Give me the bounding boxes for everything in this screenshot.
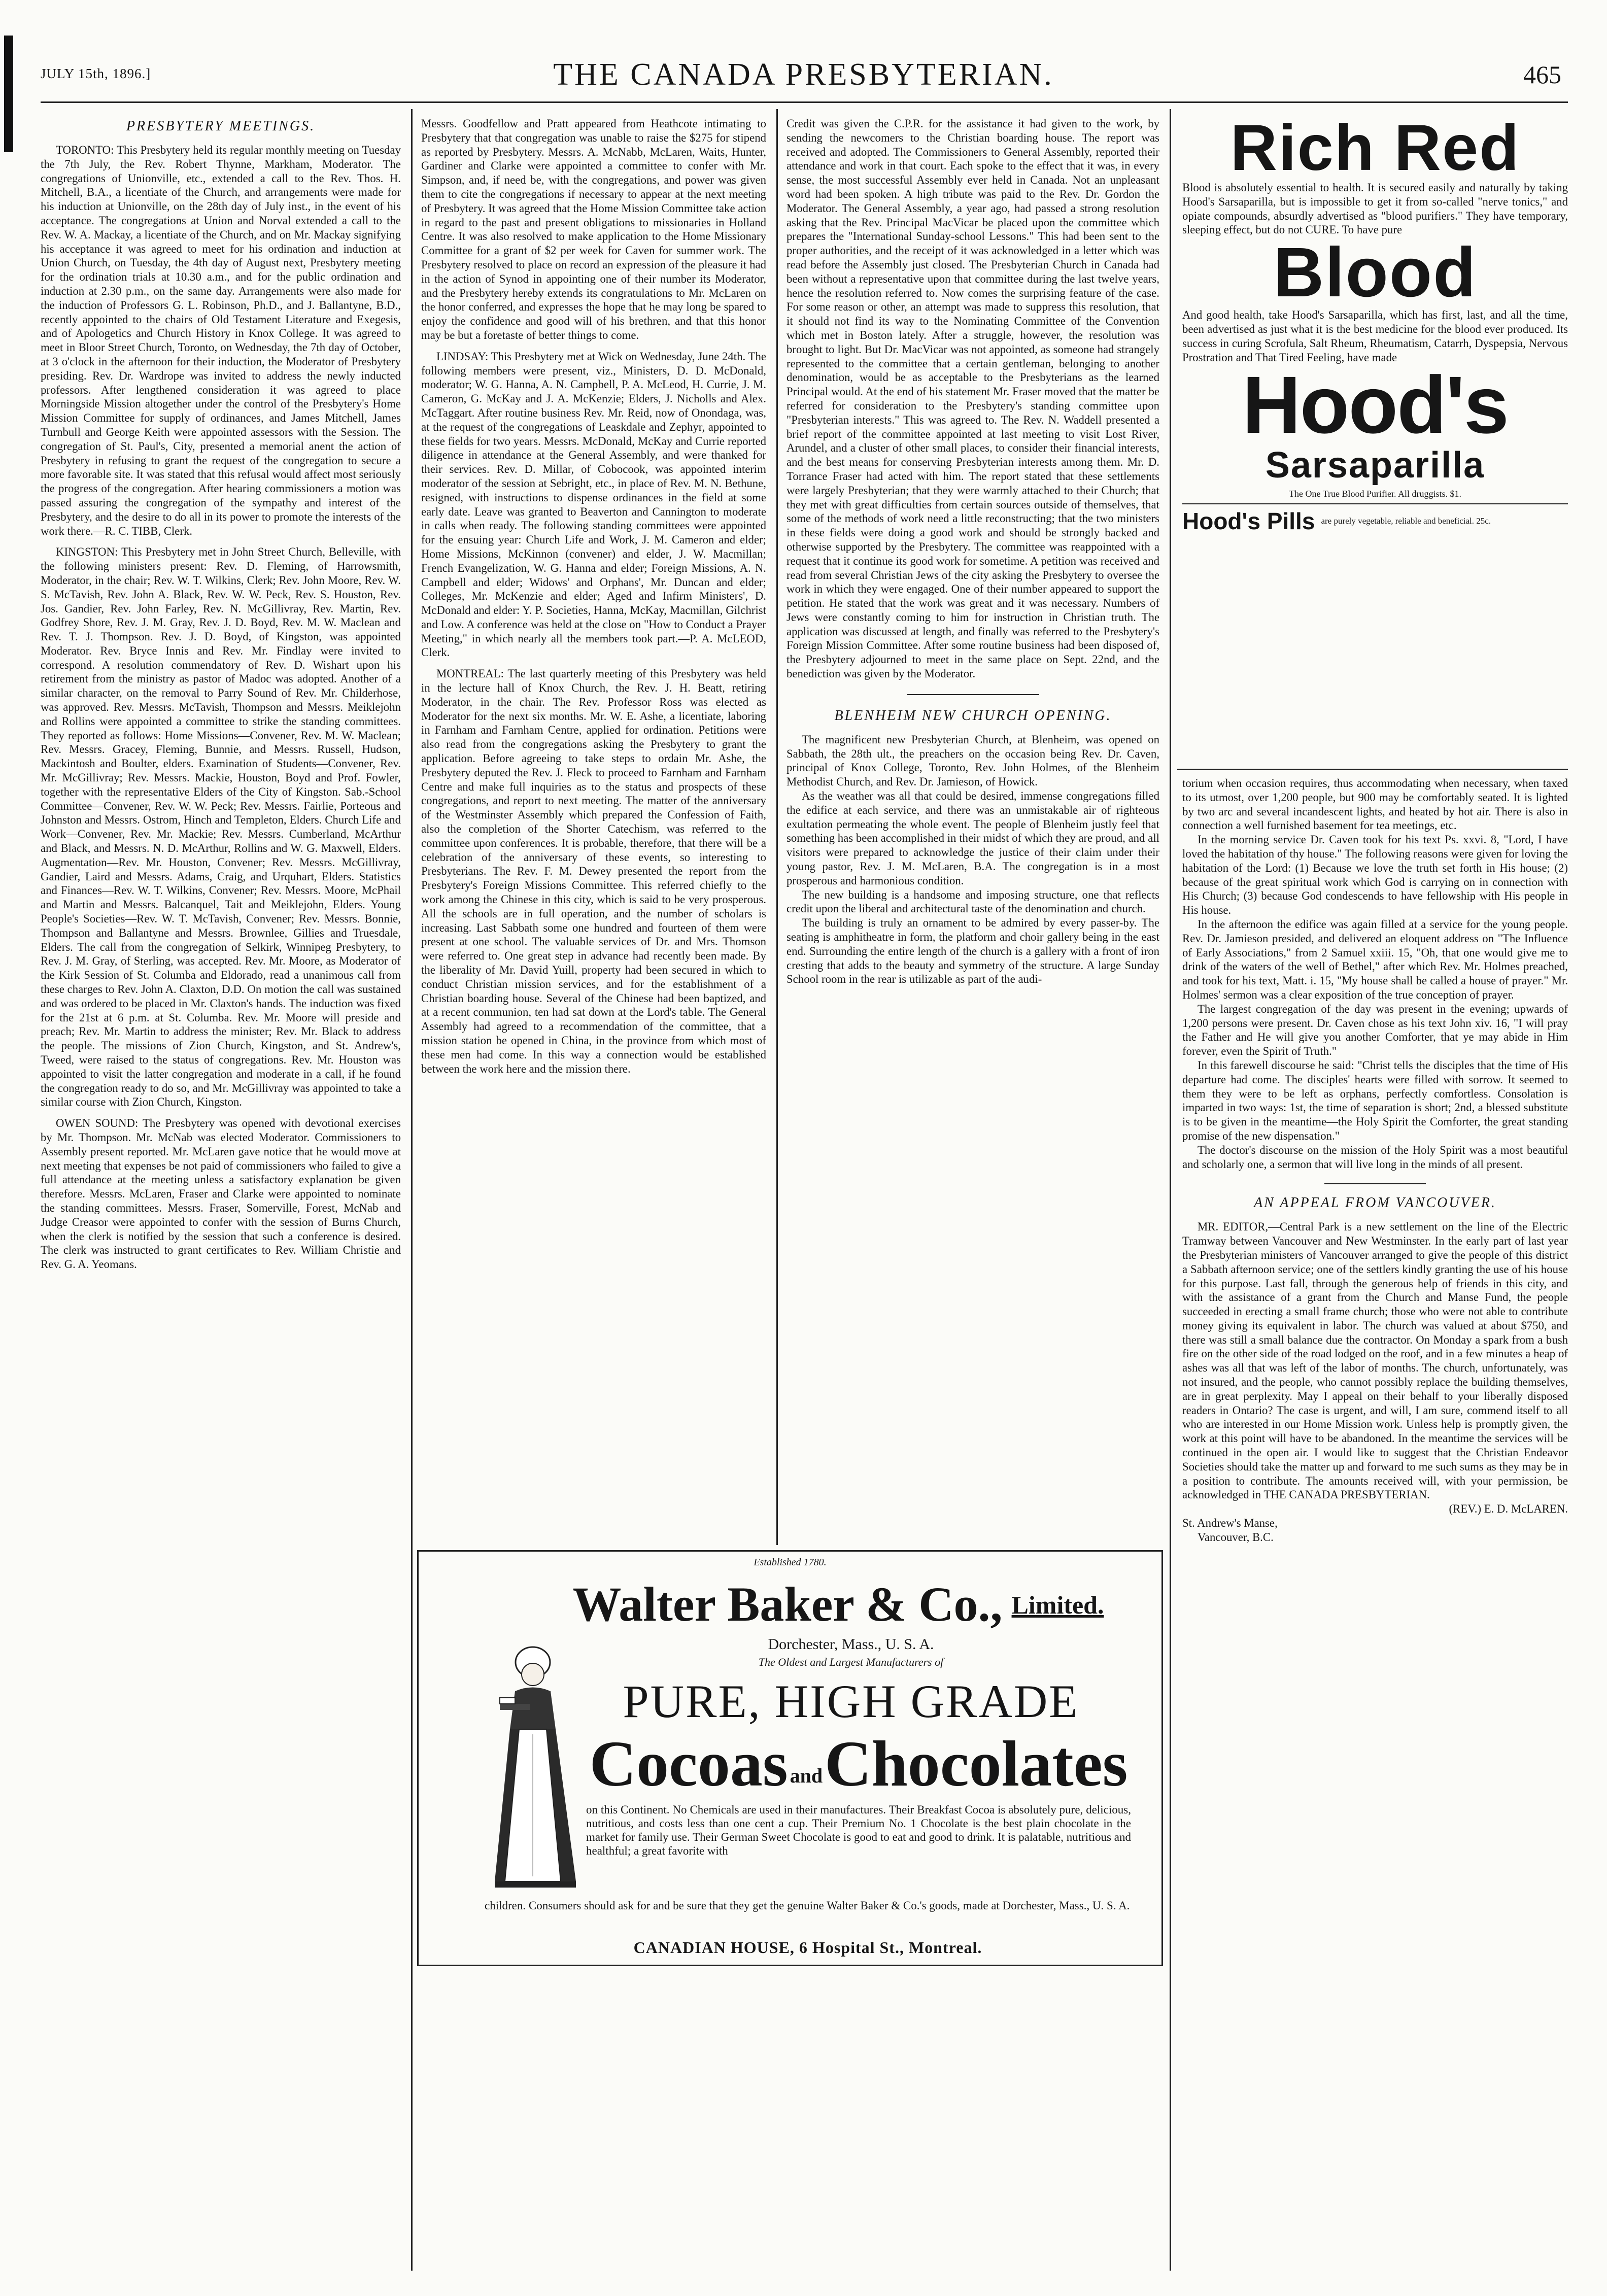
evening-service: The largest congregation of the day was present in the evening; upwards of 1,200 persons were present. Dr. Caven chose as his text John xiv. 16, "I will pray the Father and He will give you another Comforter, that ye may abide in Him forever, even the Spirit of Truth." bbox=[1182, 1002, 1568, 1058]
report-owen-sound: OWEN SOUND: The Presbytery was opened with devotional exercises by Mr. Thompson. Mr. McNab was elected Moderator. Commissioners to Assembly present reported. Mr. McLaren gave notice that he would move at next meeting that expenses be not paid of commissioners who failed to give a full attendance at the meeting unless a satisfactory explanation be given therefore. Messrs. McLaren, Fraser and Clarke were appointed to nominate the standing committees. Messrs. Fraser, Somerville, Forest, McNab and Judge Creasor were appointed to confer with the session of Burns Church, when the clerk is notified by the session that such a conference is desired. The clerk was instructed to grant certificates to Rev. William Christie and Rev. G. A. Yeomans. bbox=[41, 1117, 401, 1271]
blenheim-para-3: The new building is a handsome and imposing structure, one that reflects credit upon the liberal and architectural taste of the denomination and church. bbox=[787, 888, 1159, 915]
report-montreal-cont: Credit was given the C.P.R. for the assistance it had given to the work, by sending the newcomers to the Christian boarding house. The report was received and adopted. The Commissioners to General Assembly, reported their attendance and work in that court. Each spoke to the effect that it was, in every sense, the most successful Assembly ever held in Canada. Not an unpleasant word had been spoken. A high tribute was paid to the Rev. Dr. Gordon the Moderator. The General Assembly, a year ago, had passed a strong resolution asking that the Rev. Principal MacVicar be placed upon the committee which prepares the "International Sunday-school Lessons." This had been sent to the proper authorities, and the receipt of it was acknowledged in a letter which was read before the Assembly just closed. The Presbyterian Church in Canada had been without a representative upon that committee during the last twelve years, hence the resolution referred to. Now comes the surprising feature of the case. For some reason or other, an attempt was made to suppress this resolution, that it should not find its way to the Nominating Committee of the Convention which met in Boston lately. After a struggle, however, the resolution was brought to light. But Dr. MacVicar was not appointed, as someone had strangely represented to the committee that a certain gentleman, belonging to another denomination, would be as acceptable to the Presbyterians as the learned Principal would. At the end of his statement Mr. Fraser moved that the matter be referred for consideration to the Presbytery's standing committee upon "Presbyterian interests." This was agreed to. The Rev. N. Waddell presented a brief report of the committee appointed at last meeting to visit Lost River, Arundel, and a cluster of other small places, to consider their financial interests, and the best means for conserving Presbyterian interests among them. Mr. D. Torrance Fraser had acted with him. The report stated that these settlements were largely Presbyterian; that they were warmly attached to their Church; that they met with great difficulties from certain sources outside of themselves, that some of the methods of work need a little reconstructing; that the two ministers in these fields were doing a good work and should be strongly backed and otherwise supported by the Presbytery. The committee was reappointed with a request that it continue its good work for sometime. A petition was received and read from several Christian Jews of the city asking the Presbytery to oversee the work in which they were engaged. One of their number appeared to support the petition. He stated that the work was great and it was necessary. Numbers of Jews were constantly coming to him for instruction in Christian truth. The application was discussed at length, and finally was referred to the Presbytery's Foreign Mission Committee. After some routine business had been disposed of, the Presbytery adjourned to meet in the same place on Sept. 22nd, and the benediction was given by the Moderator. bbox=[787, 117, 1159, 680]
blenheim-para-1: The magnificent new Presbyterian Church, at Blenheim, was opened on Sabbath, the 28th ult., the preachers on the occasion being Rev. Dr. Caven, principal of Knox College, Toronto, Rev. John Holmes, of the Blenheim Methodist Church, and Rev. Dr. Jamieson, of Howick. bbox=[787, 733, 1159, 789]
hoods-pills-name: Hood's Pills bbox=[1182, 508, 1315, 535]
issue-date: JULY 15th, 1896.] bbox=[41, 66, 151, 81]
vancouver-appeal: MR. EDITOR,—Central Park is a new settlement on the line of the Electric Tramway between Vancouver and New Westminster. In the early part of last year the Presbyterian ministers of Vancouver arranged to give the people of this district a Sabbath afternoon service; one of the settlers kindly granting the use of his house for this purpose. Last fall, through the generous help of friends in this city, and with the assistance of a grant from the Church and Manse Fund, the people succeeded in erecting a small frame church; those who were not able to contribute money giving its equivalent in labor. The church was valued at about $750, and there was still a small balance due the contractor. On Monday a spark from a bush fire on the other side of the road lodged on the roof, and in a few minutes a heap of ashes was all that was left of the labor of months. The church, unfortunately, was not insured, and the people, who cannot possibly replace the building themselves, are in great perplexity. May I appeal on their behalf to your liberally disposed readers in Ontario? The case is urgent, and will, I am sure, commend itself to all who are interested in our Home Mission work. Unless help is promptly given, the work at this point will have to be abandoned. In the meantime the services will be continued in the open air. I would like to suggest that the Christian Endeavor Societies should take the matter up and forward to me such sums as they may be in a position to contribute. The amounts received will, with your permission, be acknowledged in THE CANADA PRESBYTERIAN. bbox=[1182, 1220, 1568, 1501]
section-heading-blenheim: BLENHEIM NEW CHURCH OPENING. bbox=[834, 707, 1112, 724]
report-owen-sound-cont: Messrs. Goodfellow and Pratt appeared from Heathcote intimating to Presbytery that that congregation was unable to raise the $275 for stipend as reported by Presbytery. Messrs. A. McNabb, McLaren, Waits, Hunter, Gardiner and Clarke were appointed a committee to confer with Mr. Simpson, and, if need be, with the congregations, and power was given them to cite the congregations if necessary to appear at the next meeting of Presbytery. It was agreed that the Home Mission Committee take action in regard to the past and present obligations to missionaries in Holland Centre. It was also resolved to make application to the Home Missionary Committee for a grant of $2 per week for Caven for summer work. The Presbytery resolved to place on record an expression of the pleasure it had in the action of Synod in appointing one of their number its Moderator, and the Presbytery hereby extends its congratulations to Mr. McLaren on the honor conferred, and expresses the hope that he may long be spared to enjoy the confidence and good will of his brethren, and that this honor may be but a foretaste of better things to come. bbox=[421, 117, 766, 341]
hoods-sarsaparilla-advertisement bbox=[1182, 116, 1568, 768]
column-divider bbox=[1170, 109, 1171, 2271]
article-separator bbox=[907, 694, 1039, 695]
firm-name: Walter Baker & Co., Limited. bbox=[572, 1577, 1104, 1631]
section-heading-vancouver: AN APPEAL FROM VANCOUVER. bbox=[1254, 1195, 1496, 1211]
column-2 bbox=[421, 117, 766, 1543]
walter-baker-advertisement bbox=[417, 1550, 1163, 1966]
blood-headline: Blood bbox=[1273, 233, 1477, 312]
page-number: 465 bbox=[1523, 60, 1561, 89]
pure-high-grade-line: PURE, HIGH GRADE bbox=[623, 1675, 1079, 1727]
established-line: Established 1780. bbox=[754, 1557, 827, 1568]
header-rule bbox=[41, 101, 1568, 103]
report-lindsay: LINDSAY: This Presbytery met at Wick on Wednesday, June 24th. The following members were present, viz., Ministers, D. D. McDonald, moderator; W. G. Hanna, A. N. Campbell, P. A. McLeod, H. Currie, J. M. Cameron, G. McKay and J. A. McKenzie; Elders, J. Nicholls and Alex. McTaggart. After routine business Rev. Mr. Reid, now of Onondaga, was, at the request of the congregations of Leaskdale and Zephyr, appointed to these fields for two years. Messrs. McDonald, McKay and Currie reported diligence in attendance at the General Assembly, and were thanked for their services. Rev. D. Millar, of Cobocook, was appointed interim moderator of the session at Sebright, etc., in place of Rev. M. N. Bethune, resigned, with instructions to dispense ordinances in the field at some early date. Leave was granted to Beaverton and Cannington to moderate in calls when ready. The following standing committees were appointed for the ensuing year: Church Life and Work, J. M. Cameron and elder; Home Missions, McKinnon (convener) and elder, J. W. Macmillan; French Evangelization, W. G. Hanna and elder; Foreign Missions, A. N. Campbell and elder; Widows' and Orphans', Mr. Duncan and elder; Colleges, Mr. McKenzie and elder; Aged and Infirm Ministers', D. McDonald and elder: Y. P. Societies, Hanna, McKay, Macmillan, Gilchrist and Low. A conference was held at the close on "How to Conduct a Prayer Meeting," in which nearly all the members took part.—P. A. McLEOD, Clerk. bbox=[421, 350, 766, 659]
column-divider bbox=[776, 109, 778, 1545]
hoods-pills-line bbox=[1182, 503, 1568, 535]
blenheim-para-4: The building is truly an ornament to be admired by every passer-by. The seating is amphitheatre in form, the platform and choir gallery being in the east end. Surrounding the entire length of the church is a gallery with a front of iron cresting that adds to the beauty and symmetry of the structure. A large Sunday School room in the rear is utilizable as part of the audi- bbox=[787, 916, 1159, 986]
report-kingston: KINGSTON: This Presbytery met in John Street Church, Belleville, with the following ministers present: Rev. D. Fleming, of Harrowsmith, Moderator, in the chair; Rev. W. T. Wilkins, Clerk; Rev. John Moore, Rev. W. S. McTavish, Rev. John A. Black, Rev. W. W. Peck, Rev. S. Houston, Rev. Jos. Gandier, Rev. John Farley, Rev. N. McGillivray, Rev. Martin, Rev. Godfrey Shore, Rev. J. M. Gray, Rev. J. D. Boyd, Rev. M. W. Maclean and Rev. T. J. Thompson. Rev. J. D. Boyd, of Kingston, was appointed Moderator. Rev. Bryce Innis and Rev. Mr. Findlay were invited to correspond. A resolution commendatory of Rev. D. Wishart upon his retirement from the ministry as pastor of Madoc was adopted. Another of a similar character, on the removal to Parry Sound of Rev. Mr. Childerhose, was approved. Rev. Messrs. McTavish, Thompson and Messrs. Meiklejohn and Rollins were appointed a committee to strike the standing committees. They reported as follows: Home Missions—Convener, Rev. M. W. Maclean; Rev. Messrs. Gracey, Fleming, Bunnie, and Messrs. Russell, Hudson, Mackintosh and Boulter, elders. Examination of Students—Convener, Rev. Mr. McGillivray; Rev. Messrs. Mackie, Houston, Boyd and Prof. Fowler, together with the representative Elders of the City of Kingston. Sab.-School Committee—Convener, Rev. W. W. Peck; Rev. Messrs. Fairlie, Porteous and Johnston and Messrs. Ostrom, Hinch and Templeton, Elders. Church Life and Work—Convener, Rev. Mr. Mackie; Rev. Messrs. Cumberland, McArthur and Black, and Messrs. N. D. McArthur, Rollins and W. G. Maxwell, Elders. Augmentation—Rev. Mr. Houston, Convener; Rev. Messrs. McGillivray, Gandier, Laird and Messrs. Adams, Craig, and Urquhart, Elders. Statistics and Finances—Rev. W. T. Wilkins, Convener; Rev. Messrs. Moore, McPhail and Martin and Messrs. Balcanquel, Tait and Meiklejohn, Elders. Young People's Societies—Rev. W. T. McTavish, Convener; Rev. Messrs. Bonnie, Thompson and Ballantyne and Messrs. Brownlee, Gillies and Truesdale, Elders. The call from the congregation of Selkirk, Winnipeg Presbytery, to Rev. J. M. Gray, of Sterling, was accepted. Rev. Mr. Moore, as Moderator of the Kirk Session of St. Columba and Eldorado, read a unanimous call from these charges to Rev. John A. Claxton, D.D. On motion the call was sustained and was ordered to be placed in Mr. Claxton's hands. The induction was fixed for the 21st at 6 p.m. at St. Columba. Rev. Mr. Moore will preside and preach; Rev. Mr. Martin to address the minister; Rev. Mr. Black to address the people. The missions of Zion Church, Kingston, and St. Andrew's, Tweed, were raised to the status of congregations. Rev. Mr. Houston was appointed to visit the latter congregation and moderate in a call, if he found the congregation ready to do so, and Mr. McGillivray was appointed to take a similar course with Zion Church, Kingston. bbox=[41, 545, 401, 1109]
newspaper-title: THE CANADA PRESBYTERIAN. bbox=[553, 57, 1054, 92]
cocoas-chocolates-line: Cocoas andChocolates bbox=[589, 1728, 1128, 1800]
holy-spirit-discourse: The doctor's discourse on the mission of the Holy Spirit was a most beautiful and scholarly one, a sermon that will live long in the minds of all present. bbox=[1182, 1143, 1568, 1171]
hoods-text-1: Blood is absolutely essential to health. It is secured easily and naturally by taking Hood's Sarsaparilla, but is impossible to get it from so-called "nerve tonics," and opiate compounds, absurdly advertised as "blood purifiers." They have temporary, sleeping effect, but do not CURE. To have pure bbox=[1182, 181, 1568, 236]
hoods-brand: Hood's bbox=[1242, 359, 1508, 451]
signature-name: (REV.) E. D. McLAREN. bbox=[1449, 1502, 1568, 1516]
signature-place: Vancouver, B.C. bbox=[1198, 1530, 1274, 1544]
firm-location: Dorchester, Mass., U. S. A. bbox=[768, 1636, 934, 1653]
hoods-pills-text: are purely vegetable, reliable and beneficial. 25c. bbox=[1321, 516, 1491, 526]
column-divider bbox=[411, 109, 413, 2271]
column-presbytery-meetings bbox=[41, 117, 401, 2278]
column-4 bbox=[1182, 776, 1568, 2273]
blenheim-cont: torium when occasion requires, thus accommodating when necessary, when taxed to its utmost, over 1,200 people, but 900 may be comfortably seated. It is lighted by two arc and several incandescent lights, and heated by hot air. There is also in connection a well furnished basement for tea meetings, etc. bbox=[1182, 777, 1568, 832]
manufacturer-line: The Oldest and Largest Manufacturers of bbox=[758, 1656, 944, 1668]
report-montreal: MONTREAL: The last quarterly meeting of this Presbytery was held in the lecture hall of Knox Church, the Rev. J. H. Beatt, retiring Moderator, in the chair. The Rev. Professor Ross was elected as Moderator for the next six months. Mr. W. E. Ashe, a licentiate, laboring in Farnham and Farnham Centre, applied for ordination. Petitions were also read from the congregations asking the Presbytery to grant the application. Before agreeing to take steps to ordain Mr. Ashe, the Presbytery deputed the Rev. J. Fleck to proceed to Farnham and Farnham Centre and make full inquiries as to the status and prospects of these congregations, and report to next meeting. The matter of the anniversary of the Westminster Assembly which prepared the Confession of Faith, also the completion of the Shorter Catechism, was referred to the committee upon conferences. It is probable, therefore, that there will be a celebration of the anniversary of these events, so interesting to Presbyterians. The Rev. F. M. Dewey presented the report from the Presbytery's Foreign Missions Committee. This referred chiefly to the work among the Chinese in this city, which is said to be very prosperous. All the schools are in full operation, and the number of scholars is increasing. Last Sabbath some one hundred and fourteen of them were present at one school. The valuable services of Dr. and Mrs. Thomson were referred to. One great step in advance had recently been made. By the liberality of Mr. David Yuill, property had been secured in which to conduct Christian mission services, and for the establishment of a Christian boarding house. Several of the Chinese had been baptized, and at a recent communion, ten had sat down at the Lord's table. The General Assembly had agreed to a recommendation of the committee, that a mission station be opened in China, in the province from which most of these men had come. In this way a connection would be established between the work here and the mission there. bbox=[421, 667, 766, 1075]
morning-service: In the morning service Dr. Caven took for his text Ps. xxvi. 8, "Lord, I have loved the habitation of thy house." The following reasons were given for loving the habitation of the Lord: (1) Because we love the truth set forth in His house; (2) because of the great spiritual work which God is carrying on in connection with His Church; (3) because God condescends to have fellowship with His people in His house. bbox=[1182, 833, 1568, 917]
canadian-house-address: CANADIAN HOUSE, 6 Hospital St., Montreal. bbox=[633, 1938, 982, 1957]
blenheim-para-2: As the weather was all that could be desired, immense congregations filled the edifice at each service, and there was an unmistakable air of righteous exultation permeating the whole event. The people of Blenheim justly feel that something has been accomplished in their midst of which they are proud, and all visitors were prepared to acknowledge the justice of their claim under their young pastor, Rev. J. M. McLaren, B.A. The congregation is in a most prosperous and harmonious condition. bbox=[787, 790, 1159, 887]
farewell-discourse: In this farewell discourse he said: "Christ tells the disciples that the time of His departure had come. The disciples' hearts were filled with sorrow. It seemed to them they were to be left as orphans, perfectly comfortless. Consolation is imparted in two ways: 1st, the time of separation is short; 2nd, a blessed substitute is to be given in the meantime—the Holy Spirit the Comforter, the great standing promise of the new dispensation." bbox=[1182, 1058, 1568, 1142]
chocolate-girl-illustration bbox=[480, 1643, 581, 1897]
ad-body-text: on this Continent. No Chemicals are used in their manufactures. Their Breakfast Cocoa is absolutely pure, delicious, nutritious, and costs less than one cent a cup. Their Premium No. 1 Chocolate is the best plain chocolate in the market for family use. Their German Sweet Chocolate is good to eat and good to drink. It is palatable, nutritious and healthful; a great favorite with bbox=[586, 1803, 1131, 1857]
column-3 bbox=[787, 117, 1159, 1543]
ad-body-text-cont: children. Consumers should ask for and be sure that they get the genuine Walter Baker & Co.'s goods, made at Dorchester, Mass., U. S. A. bbox=[485, 1899, 1130, 1912]
page-edge-mark bbox=[4, 36, 13, 152]
afternoon-service: In the afternoon the edifice was again filled at a service for the young people. Rev. Dr. Jamieson presided, and delivered an eloquent address on "The Influence of Early Associations," from 2 Samuel xxiii. 15, "Oh, that one would give me to drink of the waters of the well of Bethel," after which Rev. Mr. Holmes preached, and took for his text, Matt. i. 15, "My house shall be called a house of prayer." Mr. Holmes' sermon was a clear exposition of the true conception of prayer. bbox=[1182, 917, 1568, 1001]
hoods-tagline: The One True Blood Purifier. All druggists. $1. bbox=[1288, 489, 1461, 499]
hoods-text-2: And good health, take Hood's Sarsaparilla, which has first, last, and all the time, been advertised as just what it is the best medicine for the blood ever produced. Its success in curing Scrofula, Salt Rheum, Rheumatism, Catarrh, Dyspepsia, Nervous Prostration and That Tired Feeling, have made bbox=[1182, 309, 1568, 364]
sarsaparilla-brand: Sarsaparilla bbox=[1265, 445, 1485, 486]
article-separator bbox=[1324, 1183, 1426, 1184]
report-toronto: TORONTO: This Presbytery held its regular monthly meeting on Tuesday the 7th July, the Rev. Robert Thynne, Markham, Moderator. The congregations of Unionville, etc., extended a call to the Rev. Thos. H. Mitchell, B.A., a licentiate of the Church, and arrangements were made for his induction at Unionville, on the 28th day of July inst., in the event of his acceptance. The congregations at Union and Norval extended a call to the Rev. W. A. Mackay, a licentiate of the Church, and on Mr. Mackay signifying his acceptance it was agreed to meet for his ordination and induction at Union Church, on Tuesday, the 4th day of August next, Presbytery meeting for the ordination trials at 10.30 a.m., and for the public ordination and induction at 2.30 p.m., on the same day. Arrangements were also made for the induction of Professors G. L. Robinson, Ph.D., and J. Ballantyne, B.D., recently appointed to the chairs of Old Testament Literature and Exegesis, and of Apologetics and Church History in Knox College. It was agreed to meet in Bloor Street Church, Toronto, on Wednesday, the 7th day of October, at 3 o'clock in the afternoon for their induction, the Moderator of Presbytery presiding. Rev. Dr. Wardrope was invited to address the newly inducted professors. After lengthened consideration it was agreed to place Morningside Mission altogether under the control of the Presbytery's Home Mission Committee for supply of ordinances, and James Mitchell, James Turnbull and George Keith were appointed assessors with the Session. The congregation of St. Paul's, City, presented a memorial anent the action of Presbytery in refusing to grant the request of the congregation to secure a more favorable site. It was stated that this refusal would affect most seriously the progress of the congregation. After hearing commissioners a motion was passed assuring the congregation of the sympathy and interest of the Presbytery, and the desire to do all in its power to promote the interests of the work there.—R. C. TIBB, Clerk. bbox=[41, 144, 401, 537]
signature-manse: St. Andrew's Manse, bbox=[1182, 1517, 1278, 1530]
section-heading-presbytery-meetings: PRESBYTERY MEETINGS. bbox=[126, 118, 316, 134]
ad-bottom-rule bbox=[1177, 769, 1568, 770]
rich-red-headline: Rich Red bbox=[1230, 116, 1520, 184]
